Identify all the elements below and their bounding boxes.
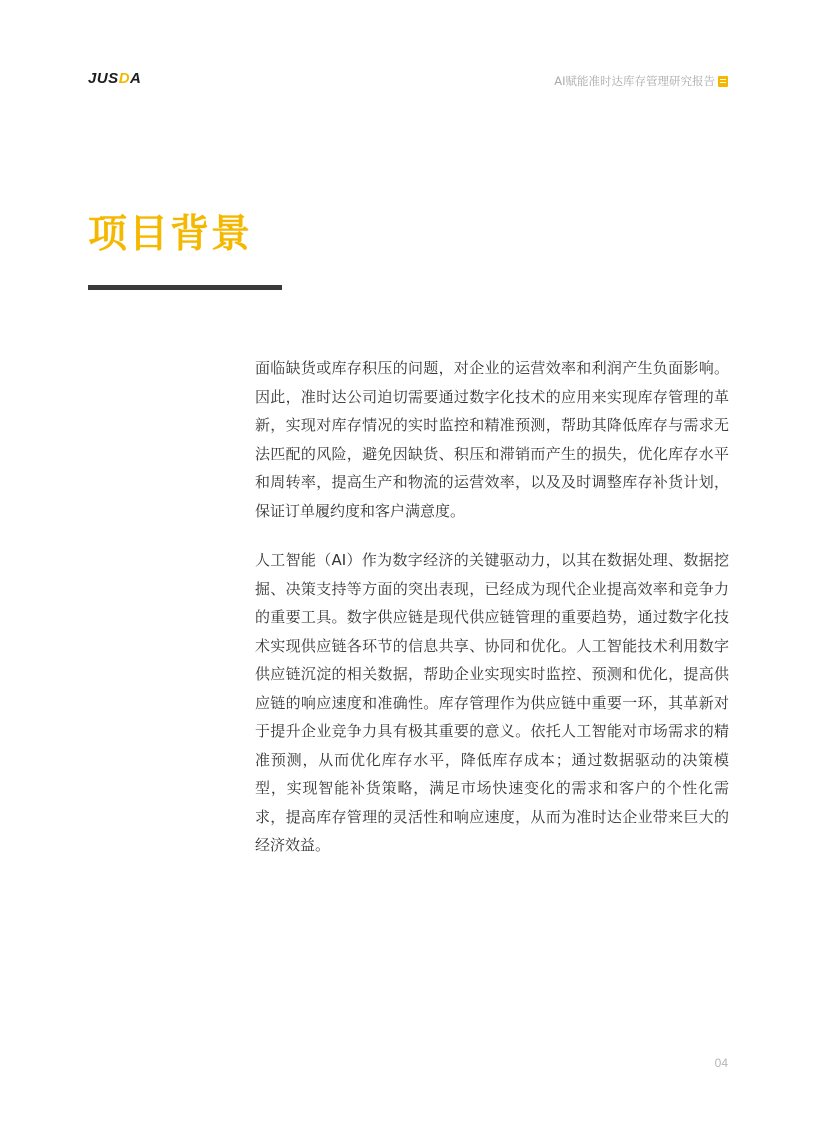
report-title: AI赋能准时达库存管理研究报告 <box>554 74 715 88</box>
report-header <box>554 73 728 89</box>
book-icon <box>718 76 728 87</box>
body-content <box>255 354 729 881</box>
logo-text-prefix: JUS <box>88 70 119 87</box>
logo-mark: D <box>118 70 131 87</box>
page-number: 04 <box>714 1056 728 1070</box>
logo-text-suffix: A <box>130 70 142 87</box>
title-underline <box>88 285 282 290</box>
paragraph: 面临缺货或库存积压的问题，对企业的运营效率和利润产生负面影响。因此，准时达公司迫切需要通过数字化技术的应用来实现库存管理的革新，实现对库存情况的实时监控和精准预测，帮助其降低库存与需求无法匹配的风险，避免因缺货、积压和滞销而产生的损失，优化库存水平和周转率，提高生产和物流的运营效率，以及及时调整库存补货计划，保证订单履约度和客户满意度。 <box>255 359 729 520</box>
section-title: 项目背景 <box>88 212 253 257</box>
paragraph: 人工智能（AI）作为数字经济的关键驱动力，以其在数据处理、数据挖掘、决策支持等方面的突出表现，已经成为现代企业提高效率和竞争力的重要工具。数字供应链是现代供应链管理的重要趋势，通过数字化技术实现供应链各环节的信息共享、协同和优化。人工智能技术利用数字供应链沉淀的相关数据，帮助企业实现实时监控、预测和优化，提高供应链的响应速度和准确性。库存管理作为供应链中重要一环，其革新对于提升企业竞争力具有极其重要的意义。依托人工智能对市场需求的精准预测，从而优化库存水平，降低库存成本；通过数据驱动的决策模型，实现智能补货策略，满足市场快速变化的需求和客户的个性化需求，提高库存管理的灵活性和响应速度，从而为准时达企业带来巨大的经济效益。 <box>255 551 729 854</box>
company-logo <box>88 70 141 88</box>
